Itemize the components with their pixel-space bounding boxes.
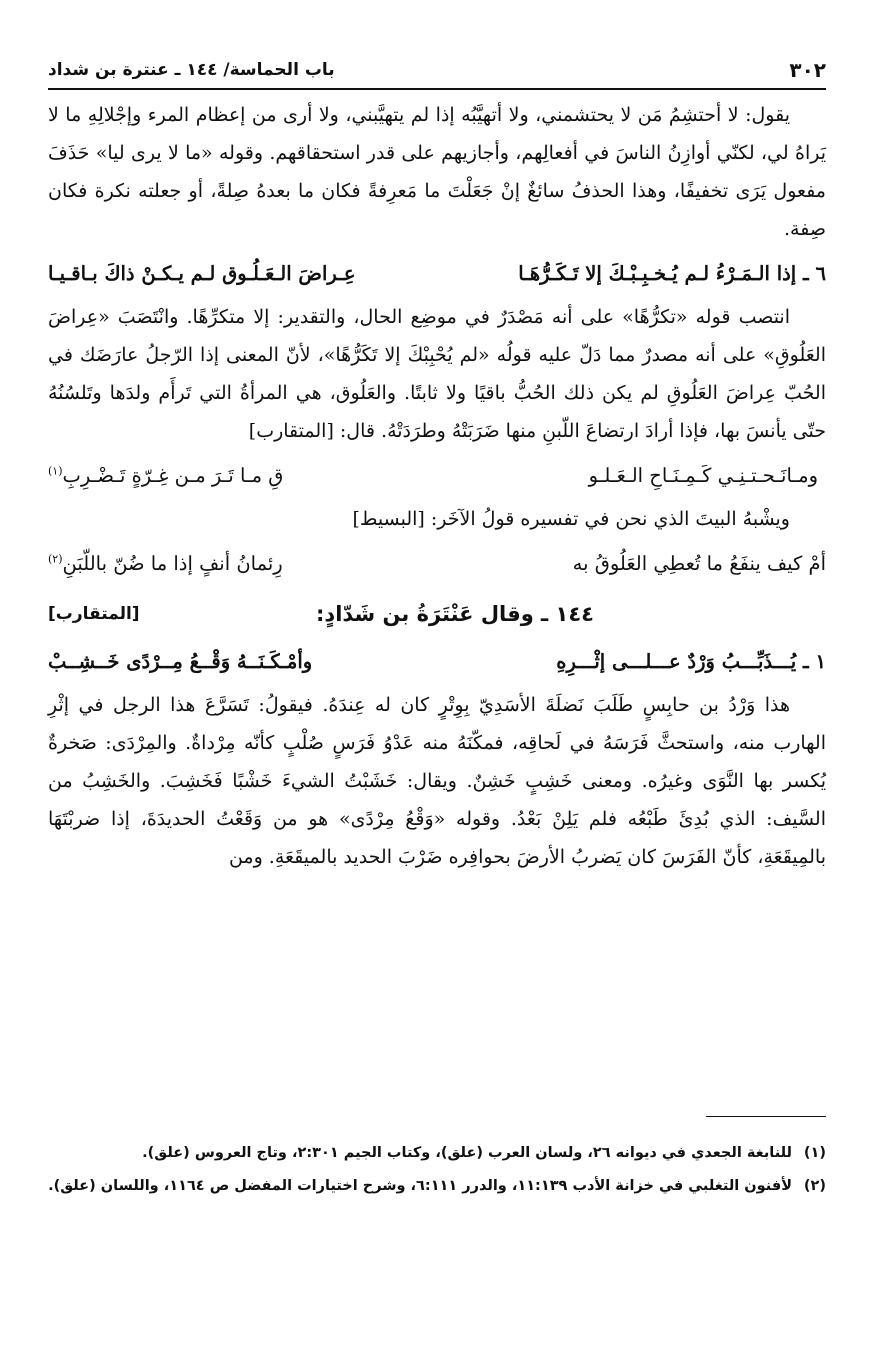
verse-1-first-hemistich: ١ ـ يُـــذَبِّـــبُ وَرْدٌ عـــلـــى إثْـــرِهِ — [556, 650, 826, 673]
quoted-verse-2-second-hemistich — [48, 544, 283, 584]
footnote-ref-1: (١) — [48, 464, 63, 478]
verse-1 — [48, 642, 826, 682]
quoted-verse-2-first-hemistich: أمْ كيف ينفَعُ ما تُعطِي العَلُوقُ به — [572, 552, 826, 575]
footnote-1-text: للنابغة الجعدي في ديوانه ٢٦، ولسان العرب (علق)، وكتاب الجيم ٢:٣٠١، وتاج العروس (علق). — [142, 1145, 792, 1161]
quoted-verse-2-second-text: رِئمانُ أنفٍ إذا ما ضُنّ باللّبَنِ — [62, 552, 283, 575]
section-heading — [48, 594, 826, 634]
footnote-1-marker: (١) — [803, 1145, 826, 1161]
quoted-verse-1-second-text: قِ مـا تَـرَ مـن غِـرّةٍ تَـضْـرِبِ — [62, 464, 284, 487]
commentary-paragraph-1: يقول: لا أحتشِمُ مَن لا يحتشمني، ولا أتهيَّبُه إذا لم يتهيَّبني، ولا أرى من إعظام المرء وإجْلالِهِ ما لا يَراهُ لي، لكنّي أوازِنُ الناسَ في أفعالِهم، وأجازيهم على قدر استحقاقهم. وقوله «ما لا يرى ليا» حَذَفَ مفعول يَرَى تخفيفًا، وهذا الحذفُ سائغٌ إنْ جَعَلْتَ ما مَعرِفةً فكان ما بعدهُ صِلةً، أو جعلته نكرة فكان صِفة. — [48, 104, 826, 240]
commentary-paragraph-3: ويشْبهُ البيتَ الذي نحن في تفسيره قولُ الآخَر: [البسيط] — [352, 508, 790, 530]
section-title: ١٤٤ ـ وقال عَنْتَرَةُ بن شَدّادٍ: — [316, 602, 594, 626]
running-title: باب الحماسة/ ١٤٤ ـ عنترة بن شداد — [48, 60, 335, 80]
section-meter: [المتقارب] — [48, 604, 140, 624]
footnote-ref-2: (٢) — [48, 552, 63, 566]
footnote-separator — [706, 1116, 826, 1117]
verse-1-second-hemistich: وأمْـكَـنَــهُ وَقْــعُ مِــرْدًى خَــشِــبْ — [48, 650, 313, 673]
quoted-verse-1 — [48, 456, 826, 496]
verse-6 — [48, 254, 826, 294]
commentary-paragraph-2: انتصب قوله «تكرُّهًا» على أنه مَصْدَرٌ في موضِع الحال، والتقدير: إلا متكرِّهًا. وانْتَصَبَ «عِراضَ العَلُوقِ» على أنه مصدرٌ مما دَلّ عليه قولُه «لم يُحْبِبْكَ إلا تَكَرُّهًا»، لأنّ المعنى إذا الرّجلُ عارَضَك في الحُبّ عِراضَ العَلُوقِ لم يكن ذلك الحُبُّ باقيًا ولا ثابتًا. والعَلُوق، هي المرأةُ التي تَرأَم ولدَها وتَلسُنُهُ حتّى يأنسَ بها، فإذا أرادَ ارتضاعَ اللّبنِ منها ضَرَبَتْهُ وطرَدَتْهُ. قال: [المتقارب] — [48, 306, 826, 442]
footnote-2 — [48, 1173, 826, 1200]
footnote-2-text: لأفنون التغلبي في خزانة الأدب ١١:١٣٩، والدرر ٦:١١١، وشرح اختيارات المفضل ص ١١٦٤، واللسان (علق). — [48, 1178, 792, 1194]
page-number: ٣٠٢ — [789, 58, 826, 82]
verse-6-second-hemistich: عِـراضَ الـعَـلُـوق لـم يـكـنْ ذاكَ بـاقـيـا — [48, 262, 356, 285]
page-header — [48, 52, 826, 90]
quoted-verse-1-second-hemistich — [48, 456, 283, 496]
quoted-verse-2 — [48, 544, 826, 584]
footnote-1 — [48, 1140, 826, 1167]
quoted-verse-1-first-hemistich: ومـانَـحـتـنِـي كَـمِـنَـاحِ الـعَـلـو — [588, 464, 818, 487]
verse-6-first-hemistich: ٦ ـ إذا الـمَـرْءُ لـم يُـخـبِـبْـكَ إلا تَـكَـرُّهَـا — [518, 262, 826, 285]
commentary-paragraph-4: هذا وَرْدُ بن حابِسٍ طَلَبَ نَضلَةَ الأسَدِيّ بِوِتْرٍ كان له عِندَهُ. فيقولُ: تَسَرَّعَ هذا الرجل في إثْرِ الهارب منه، واستحثَّ فَرَسَهُ في لَحاقِه، فمكّنَهُ منه عَدْوُ فَرَسٍ صُلْبٍ كأنّه مِرْداةٌ. والمِرْدَى: صَخرةٌ يُكسر بها النَّوَى وغيرُه. ومعنى خَشِبٍ خَشِنٌ. ويقال: خَشَبْتُ الشيءَ خَشْبًا فَخَشِبَ. والخَشِبُ من السَّيف: الذي بُدِئَ طَبْعُه فلم يَلِنْ بَعْدُ. وقوله «وَقْعُ مِرْدًى» هو من وَقَعْتُ الحديدَةَ، إذا ضربْتَهَا بالمِيقَعَةِ، كأنّ الفَرَسَ كان يَضربُ الأرضَ بحوافِره ضَرْبَ الحديد بالميقَعَةِ. ومن — [48, 694, 826, 868]
footnotes — [48, 1140, 826, 1206]
page-body — [48, 96, 826, 880]
footnote-2-marker: (٢) — [803, 1178, 826, 1194]
